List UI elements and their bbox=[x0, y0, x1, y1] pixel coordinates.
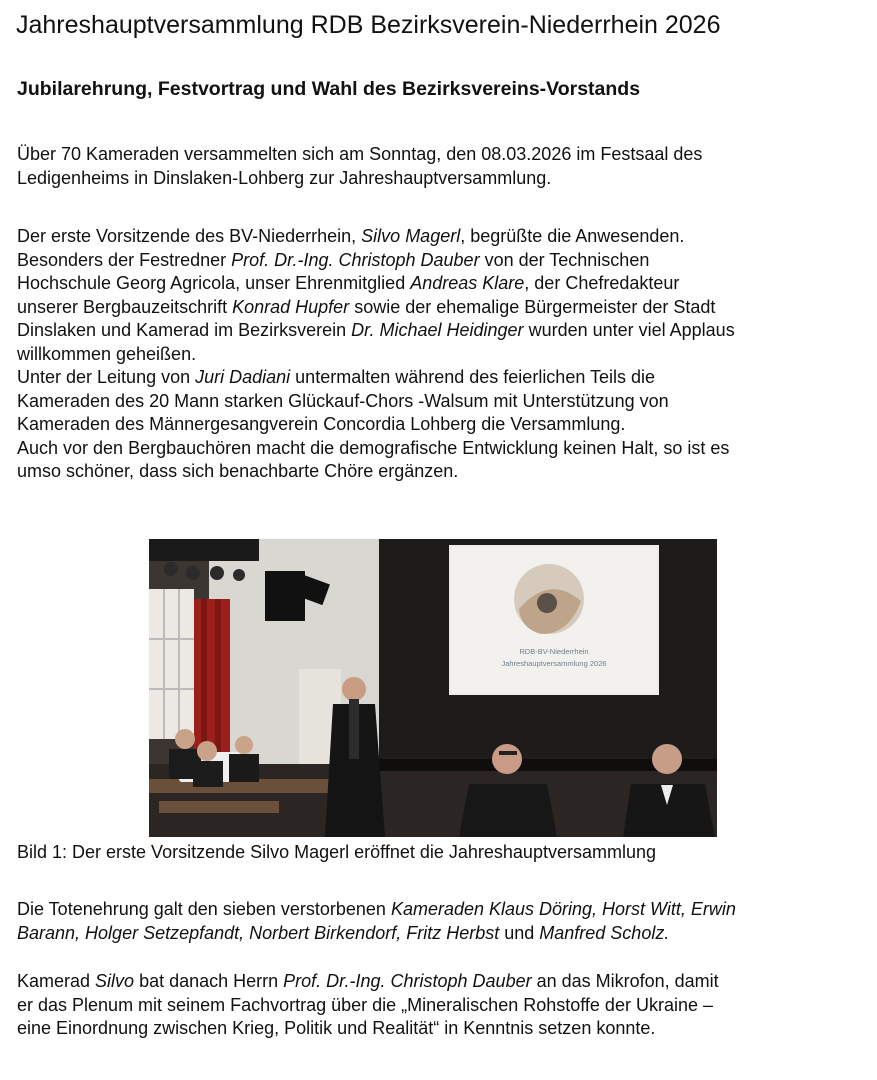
assembly-photo bbox=[149, 539, 717, 837]
text-line: Unter der Leitung von Juri Dadiani untermalten während des feierlichen Teils die bbox=[17, 367, 656, 387]
text-line: er das Plenum mit seinem Fachvortrag über die „Mineralischen Rohstoffe der Ukraine – bbox=[17, 994, 713, 1015]
person-name: Prof. Dr.-Ing. Christoph Dauber bbox=[283, 971, 532, 991]
text-line: Die Totenehrung galt den sieben verstorbenen Kameraden Klaus Döring, Horst Witt, Erwin bbox=[17, 899, 736, 919]
person-name: Silvo bbox=[95, 971, 135, 991]
intro-paragraph bbox=[17, 143, 863, 190]
text-line: Besonders der Festredner Prof. Dr.-Ing. Christoph Dauber von der Technischen bbox=[17, 249, 650, 270]
person-name: Konrad Hupfer bbox=[232, 296, 350, 317]
person-name: Manfred Scholz. bbox=[539, 922, 670, 943]
text-line: Der erste Vorsitzende des BV-Niederrhein, Silvo Magerl, begrüßte die Anwesenden. bbox=[17, 226, 685, 246]
text-line: umso schöner, dass sich benachbarte Chöre ergänzen. bbox=[17, 461, 459, 481]
person-name: Dr. Michael Heidinger bbox=[351, 320, 524, 340]
text-line: Barann, Holger Setzepfandt, Norbert Birkendorf, Fritz Herbst und Manfred Scholz. bbox=[17, 922, 670, 943]
text-line: Auch vor den Bergbauchören macht die demografische Entwicklung keinen Halt, so ist es bbox=[17, 437, 730, 458]
screen-text: RDB-BV-Niederrhein bbox=[519, 647, 589, 656]
person-name: Juri Dadiani bbox=[195, 367, 291, 387]
person-name: Andreas Klare bbox=[410, 273, 525, 293]
person-names: Kameraden Klaus Döring, Horst Witt, Erwin bbox=[390, 899, 736, 919]
text-line: Kameraden des Männergesangverein Concordia Lohberg die Versammlung. bbox=[17, 414, 626, 434]
person-names: Barann, Holger Setzepfandt, Norbert Birkendorf, Fritz Herbst bbox=[17, 922, 500, 943]
lecture-paragraph bbox=[17, 970, 863, 1041]
text-line: Kamerad Silvo bat danach Herrn Prof. Dr.-Ing. Christoph Dauber an das Mikrofon, damit bbox=[17, 971, 719, 991]
text-line: Hochschule Georg Agricola, unser Ehrenmitglied Andreas Klare, der Chefredakteur bbox=[17, 273, 680, 293]
photo-caption: Bild 1: Der erste Vorsitzende Silvo Magerl eröffnet die Jahreshauptversammlung bbox=[17, 842, 656, 862]
memorial-paragraph bbox=[17, 898, 863, 945]
intro-line: Über 70 Kameraden versammelten sich am Sonntag, den 08.03.2026 im Festsaal des bbox=[17, 144, 703, 164]
text-line: Dinslaken und Kamerad im Bezirksverein Dr. Michael Heidinger wurden unter viel Applaus bbox=[17, 320, 735, 340]
page-title: Jahreshauptversammlung RDB Bezirksverein-Niederrhein 2026 bbox=[16, 11, 721, 39]
welcome-paragraph bbox=[17, 225, 863, 484]
text-line: eine Einordnung zwischen Krieg, Politik und Realität“ in Kenntnis setzen konnte. bbox=[17, 1018, 656, 1038]
intro-line: Ledigenheims in Dinslaken-Lohberg zur Jahreshauptversammlung. bbox=[17, 167, 552, 188]
text-line: unserer Bergbauzeitschrift Konrad Hupfer sowie der ehemalige Bürgermeister der Stadt bbox=[17, 296, 716, 317]
person-name: Prof. Dr.-Ing. Christoph Dauber bbox=[231, 249, 480, 270]
photo-illustration bbox=[149, 539, 717, 837]
text-line: Kameraden des 20 Mann starken Glückauf-Chors -Walsum mit Unterstützung von bbox=[17, 390, 669, 411]
person-name: Silvo Magerl bbox=[361, 226, 461, 246]
page-subtitle: Jubilarehrung, Festvortrag und Wahl des Bezirksvereins-Vorstands bbox=[17, 78, 641, 100]
screen-text: Jahreshauptversammlung 2026 bbox=[501, 659, 607, 668]
text-line: willkommen geheißen. bbox=[17, 343, 197, 364]
